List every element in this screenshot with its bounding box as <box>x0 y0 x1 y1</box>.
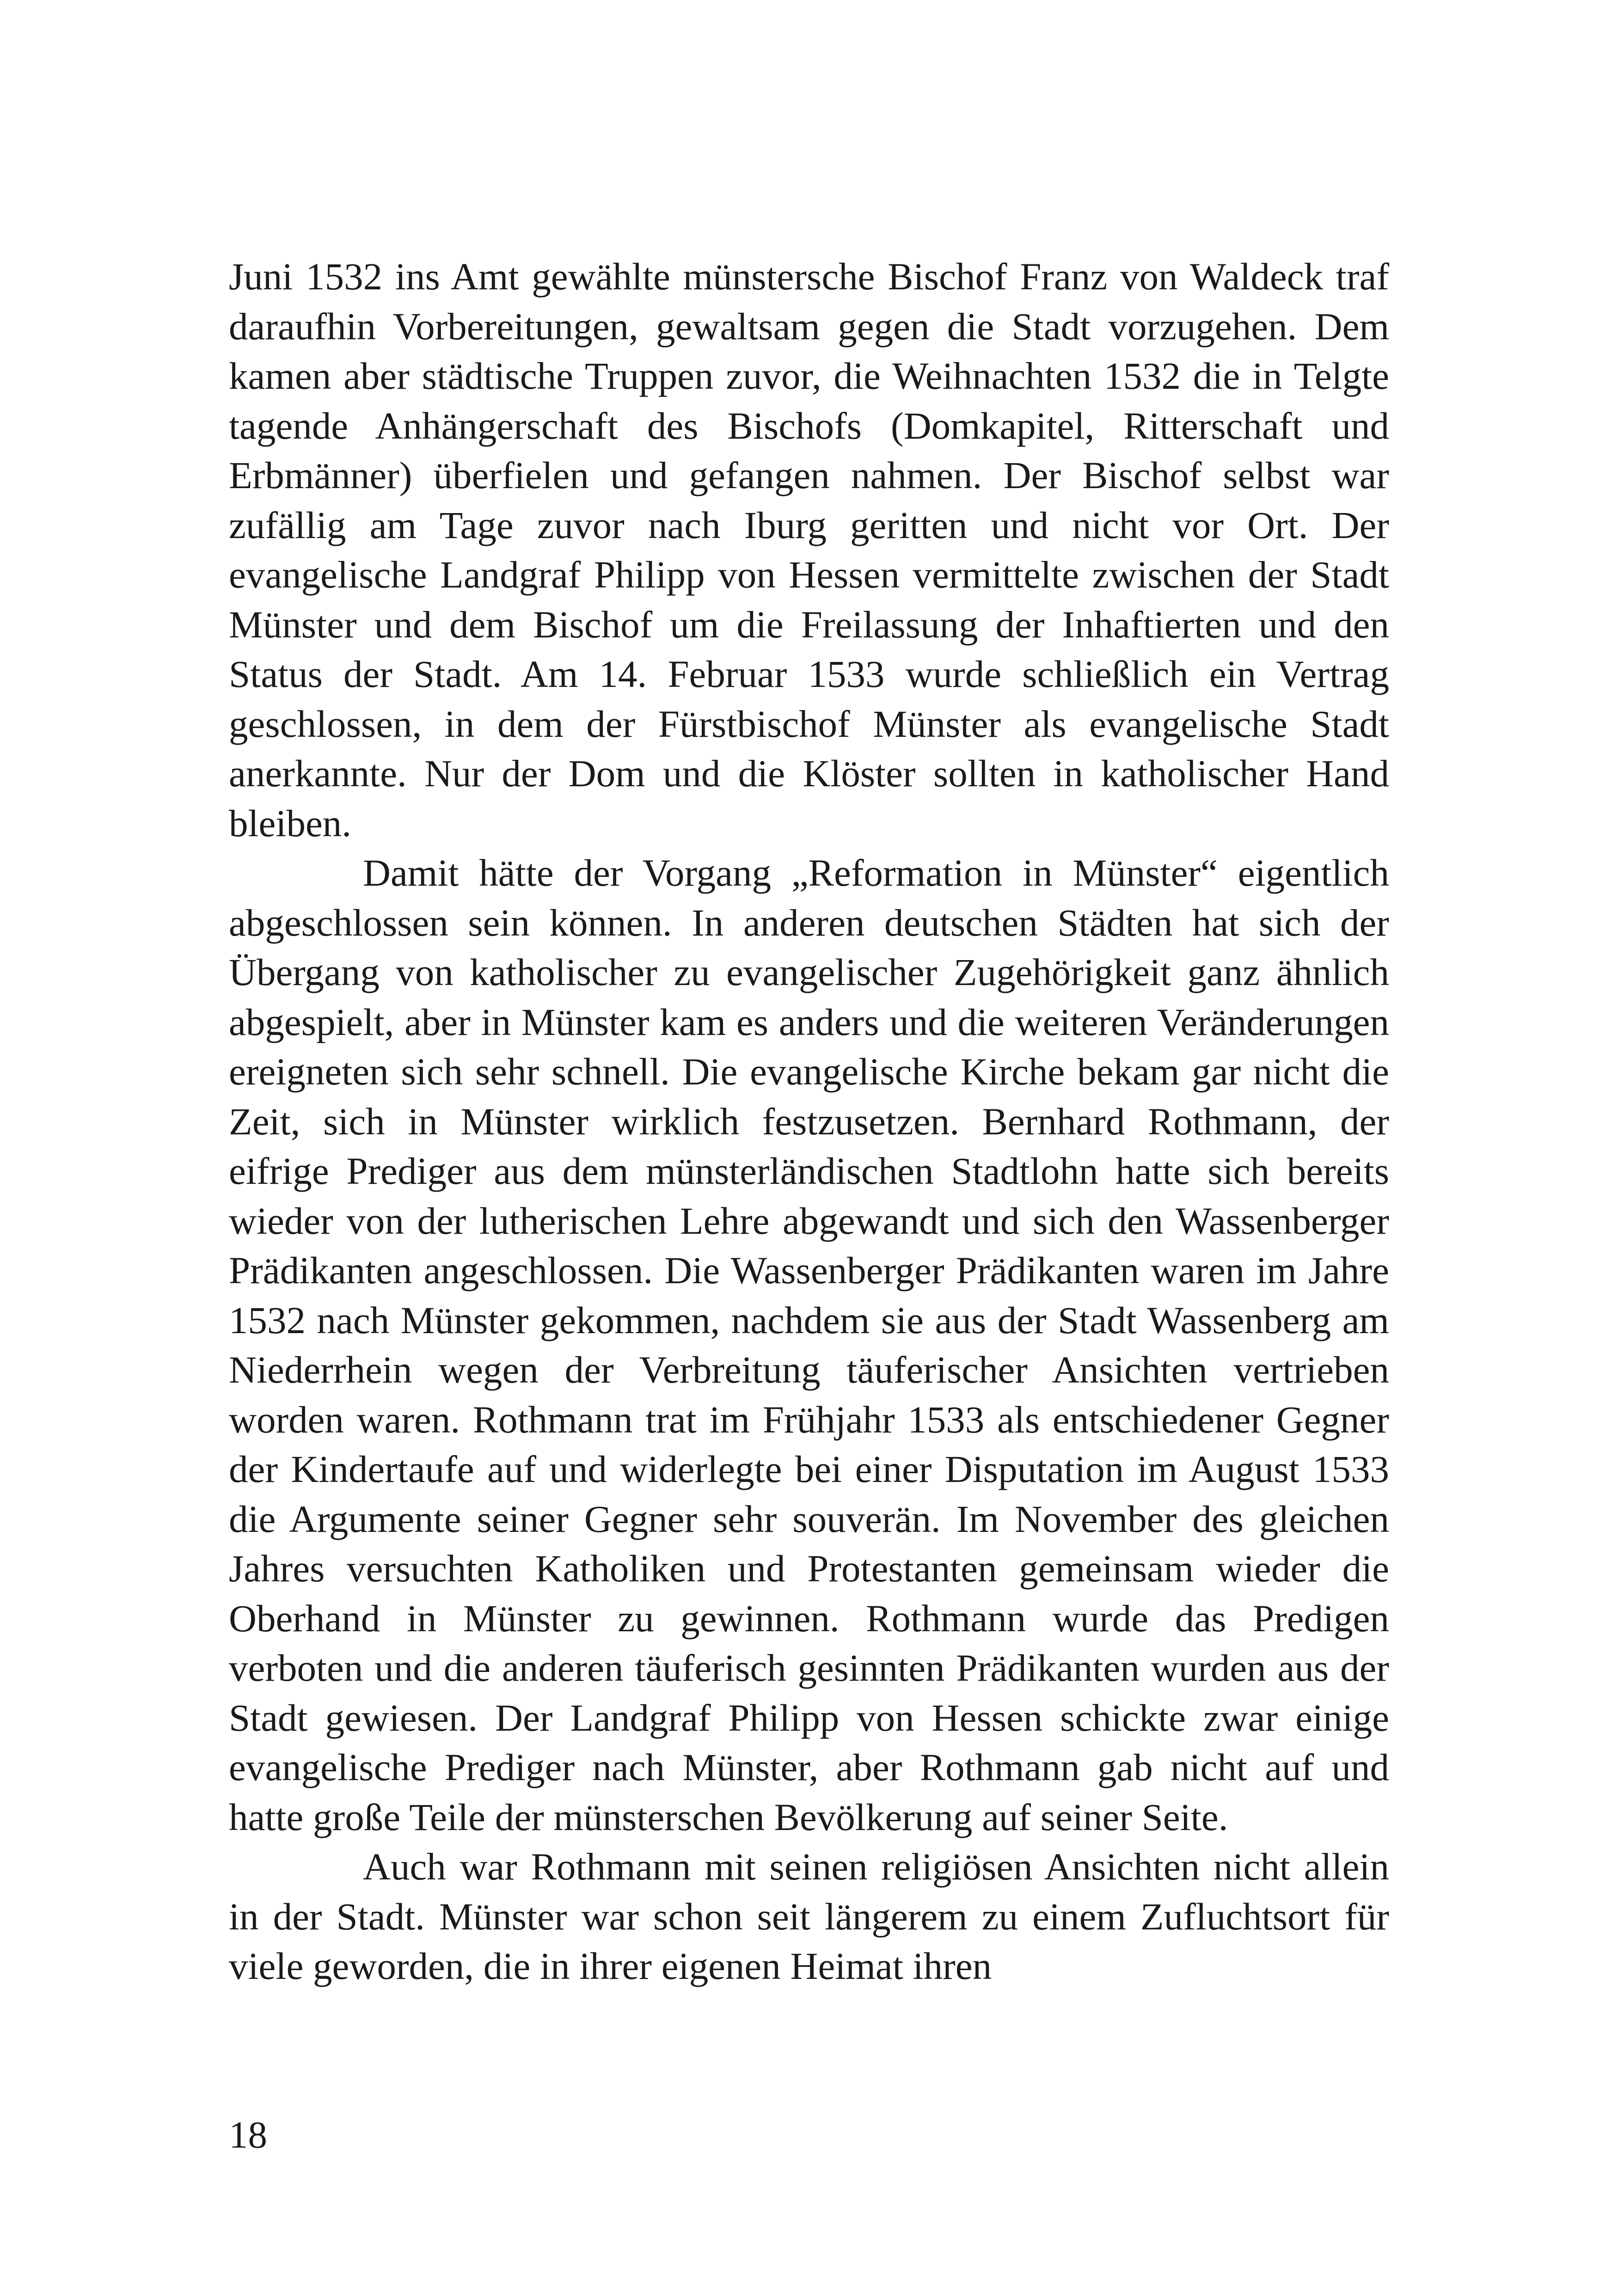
body-text <box>229 252 1389 1991</box>
paragraph-2: Damit hätte der Vorgang „Reformation in Münster“ eigentlich abgeschlossen sein können. In anderen deutschen Städten hat sich der Übergang von katholischer zu evangelischer Zugehörigkeit ganz ähnlich abgespielt, aber in Münster kam es anders und die weiteren Veränderungen ereigneten sich sehr schnell. Die evangelische Kirche bekam gar nicht die Zeit, sich in Münster wirklich festzusetzen. Bernhard Rothmann, der eifrige Prediger aus dem münsterländischen Stadtlohn hatte sich bereits wieder von der lutherischen Lehre abgewandt und sich den Wassenberger Prädikanten angeschlossen. Die Wassenberger Prädikanten waren im Jahre 1532 nach Münster gekommen, nachdem sie aus der Stadt Wassenberg am Niederrhein wegen der Verbreitung täuferischer Ansichten vertrieben worden waren. Rothmann trat im Frühjahr 1533 als entschiedener Gegner der Kindertaufe auf und widerlegte bei einer Disputation im August 1533 die Argumente seiner Gegner sehr souverän. Im November des gleichen Jahres versuchten Katholiken und Protestanten gemeinsam wieder die Oberhand in Münster zu gewinnen. Rothmann wurde das Predigen verboten und die anderen täuferisch gesinnten Prädikanten wurden aus der Stadt gewiesen. Der Landgraf Philipp von Hessen schickte zwar einige evangelische Prediger nach Münster, aber Rothmann gab nicht auf und hatte große Teile der münsterschen Bevölkerung auf seiner Seite. <box>229 851 1389 1838</box>
paragraph-3: Auch war Rothmann mit seinen religiösen Ansichten nicht allein in der Stadt. Münster war schon seit längerem zu einem Zufluchtsort für viele geworden, die in ihrer eigenen Heimat ihren <box>229 1845 1389 1987</box>
paragraph-1: Juni 1532 ins Amt gewählte münstersche Bischof Franz von Waldeck traf daraufhin Vorbereitungen, gewaltsam gegen die Stadt vorzugehen. Dem kamen aber städtische Truppen zuvor, die Weihnachten 1532 die in Telgte tagende Anhängerschaft des Bischofs (Domkapitel, Ritterschaft und Erbmänner) überfielen und gefangen nahmen. Der Bischof selbst war zufällig am Tage zuvor nach Iburg geritten und nicht vor Ort. Der evangelische Landgraf Philipp von Hessen vermittelte zwischen der Stadt Münster und dem Bischof um die Freilassung der Inhaftierten und den Status der Stadt. Am 14. Februar 1533 wurde schließlich ein Vertrag geschlossen, in dem der Fürstbischof Münster als evangelische Stadt anerkannte. Nur der Dom und die Klöster sollten in katholischer Hand bleiben. <box>229 255 1389 845</box>
page-number: 18 <box>229 2113 267 2156</box>
